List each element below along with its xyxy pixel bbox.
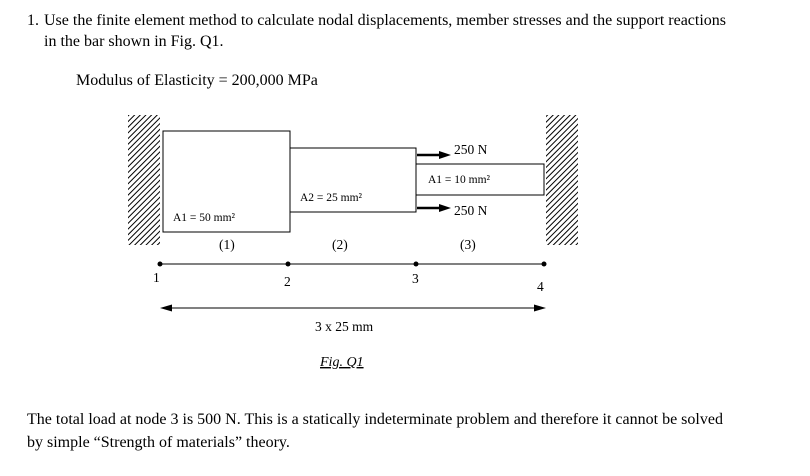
element-2-area-label: A2 = 25 mm²: [300, 192, 363, 204]
element-3-area-label: A1 = 10 mm²: [428, 174, 491, 186]
element-2-label: (2): [332, 237, 348, 252]
dimension-arrowhead-right: [534, 305, 546, 312]
element-1-label: (1): [219, 237, 235, 252]
element-3-label: (3): [460, 237, 476, 252]
node-2-label: 2: [284, 274, 291, 289]
node-4-label: 4: [537, 279, 544, 294]
footer-text-line1: The total load at node 3 is 500 N. This is a statically indeterminate problem and therefore it cannot be solved: [27, 411, 723, 428]
dimension-arrowhead-left: [160, 305, 172, 312]
load-arrowhead-upper: [439, 151, 451, 159]
node-3-dot: [414, 262, 419, 267]
question-text-line2: in the bar shown in Fig. Q1.: [44, 33, 224, 50]
element-1-area-label: A1 = 50 mm²: [173, 212, 236, 224]
modulus-of-elasticity: Modulus of Elasticity = 200,000 MPa: [76, 72, 318, 89]
dimension-label: 3 x 25 mm: [315, 319, 374, 334]
node-1-dot: [158, 262, 163, 267]
node-3-label: 3: [412, 271, 419, 286]
footer-text-line2: by simple “Strength of materials” theory.: [27, 434, 290, 451]
node-4-dot: [542, 262, 547, 267]
question-text-line1: Use the finite element method to calculate nodal displacements, member stresses and the support reactions: [44, 12, 727, 29]
load-arrowhead-lower: [439, 204, 451, 212]
load-label-lower: 250 N: [454, 203, 488, 218]
node-1-label: 1: [153, 270, 160, 285]
question-number: 1.: [27, 12, 39, 29]
node-2-dot: [286, 262, 291, 267]
right-wall-support: [546, 115, 578, 245]
load-label-upper: 250 N: [454, 142, 488, 157]
figure-caption: Fig. Q1: [320, 355, 364, 370]
left-wall-support: [128, 115, 160, 245]
